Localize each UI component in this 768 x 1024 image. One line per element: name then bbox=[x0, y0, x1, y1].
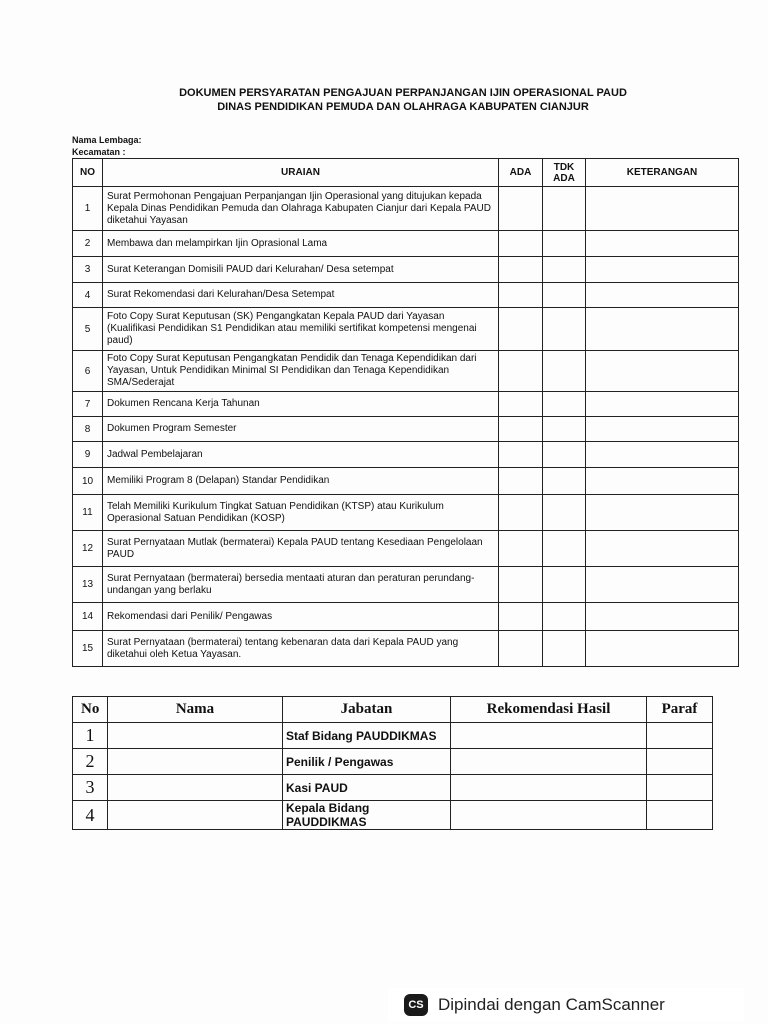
signature-row bbox=[73, 775, 713, 801]
tdk-ada-cell bbox=[543, 468, 586, 495]
table-row bbox=[73, 257, 739, 283]
table-row bbox=[73, 283, 739, 308]
ada-cell bbox=[499, 631, 543, 667]
ada-cell bbox=[499, 567, 543, 603]
institution-info bbox=[72, 134, 142, 158]
keterangan-cell bbox=[586, 531, 739, 567]
row-number: 12 bbox=[73, 531, 103, 567]
sign-row-number: 1 bbox=[73, 723, 108, 749]
tdk-ada-cell bbox=[543, 231, 586, 257]
signature-row bbox=[73, 749, 713, 775]
keterangan-cell bbox=[586, 468, 739, 495]
header-tdk-ada-line2: ADA bbox=[553, 172, 575, 184]
tdk-ada-cell bbox=[543, 392, 586, 417]
jabatan-cell: Staf Bidang PAUDDIKMAS bbox=[283, 723, 451, 749]
tdk-ada-cell bbox=[543, 351, 586, 392]
paraf-cell bbox=[647, 801, 713, 830]
keterangan-cell bbox=[586, 187, 739, 231]
tdk-ada-cell bbox=[543, 567, 586, 603]
row-description: Memiliki Program 8 (Delapan) Standar Pendidikan bbox=[103, 468, 499, 495]
tdk-ada-cell bbox=[543, 442, 586, 468]
keterangan-cell bbox=[586, 231, 739, 257]
table-row bbox=[73, 531, 739, 567]
ada-cell bbox=[499, 283, 543, 308]
row-number: 3 bbox=[73, 257, 103, 283]
document-title-block bbox=[100, 86, 706, 114]
sign-header-rekomendasi: Rekomendasi Hasil bbox=[451, 697, 647, 723]
kecamatan-label: Kecamatan : bbox=[72, 147, 126, 157]
row-description: Surat Pernyataan Mutlak (bermaterai) Kepala PAUD tentang Kesediaan Pengelolaan PAUD bbox=[103, 531, 499, 567]
keterangan-cell bbox=[586, 283, 739, 308]
tdk-ada-cell bbox=[543, 187, 586, 231]
row-description: Surat Permohonan Pengajuan Perpanjangan Ijin Operasional yang ditujukan kepada Kepala Dinas Pendidikan Pemuda dan Olahraga Kabupaten Cianjur dari Kepala PAUD diketahui Yayasan bbox=[103, 187, 499, 231]
keterangan-cell bbox=[586, 567, 739, 603]
nama-cell bbox=[108, 775, 283, 801]
row-number: 15 bbox=[73, 631, 103, 667]
keterangan-cell bbox=[586, 392, 739, 417]
row-description: Dokumen Rencana Kerja Tahunan bbox=[103, 392, 499, 417]
ada-cell bbox=[499, 603, 543, 631]
nama-cell bbox=[108, 723, 283, 749]
sign-header-no: No bbox=[73, 697, 108, 723]
row-number: 8 bbox=[73, 417, 103, 442]
tdk-ada-cell bbox=[543, 308, 586, 351]
row-number: 1 bbox=[73, 187, 103, 231]
tdk-ada-cell bbox=[543, 603, 586, 631]
header-tdk-ada bbox=[543, 159, 586, 187]
row-number: 13 bbox=[73, 567, 103, 603]
sign-header-paraf: Paraf bbox=[647, 697, 713, 723]
signature-header-row bbox=[73, 697, 713, 723]
sign-header-nama: Nama bbox=[108, 697, 283, 723]
paraf-cell bbox=[647, 775, 713, 801]
document-title-line2: DINAS PENDIDIKAN PEMUDA DAN OLAHRAGA KABUPATEN CIANJUR bbox=[217, 101, 589, 113]
header-keterangan: KETERANGAN bbox=[586, 159, 739, 187]
ada-cell bbox=[499, 531, 543, 567]
tdk-ada-cell bbox=[543, 495, 586, 531]
row-number: 9 bbox=[73, 442, 103, 468]
tdk-ada-cell bbox=[543, 257, 586, 283]
keterangan-cell bbox=[586, 631, 739, 667]
jabatan-cell: Kasi PAUD bbox=[283, 775, 451, 801]
ada-cell bbox=[499, 417, 543, 442]
camscanner-logo-icon: CS bbox=[404, 994, 428, 1016]
ada-cell bbox=[499, 187, 543, 231]
rekomendasi-cell bbox=[451, 723, 647, 749]
paraf-cell bbox=[647, 723, 713, 749]
camscanner-watermark-text: Dipindai dengan CamScanner bbox=[438, 995, 665, 1014]
ada-cell bbox=[499, 495, 543, 531]
table-row bbox=[73, 187, 739, 231]
rekomendasi-cell bbox=[451, 775, 647, 801]
row-number: 6 bbox=[73, 351, 103, 392]
sign-header-jabatan: Jabatan bbox=[283, 697, 451, 723]
row-description: Rekomendasi dari Penilik/ Pengawas bbox=[103, 603, 499, 631]
ada-cell bbox=[499, 442, 543, 468]
ada-cell bbox=[499, 468, 543, 495]
document-title-line1: DOKUMEN PERSYARATAN PENGAJUAN PERPANJANGAN IJIN OPERASIONAL PAUD bbox=[179, 87, 627, 99]
tdk-ada-cell bbox=[543, 631, 586, 667]
signature-table bbox=[72, 696, 713, 830]
camscanner-watermark bbox=[388, 988, 744, 1022]
table-row bbox=[73, 603, 739, 631]
jabatan-cell: Penilik / Pengawas bbox=[283, 749, 451, 775]
keterangan-cell bbox=[586, 495, 739, 531]
nama-lembaga-label: Nama Lembaga: bbox=[72, 135, 142, 145]
row-description: Surat Pernyataan (bermaterai) tentang kebenaran data dari Kepala PAUD yang diketahui oleh Ketua Yayasan. bbox=[103, 631, 499, 667]
table-row bbox=[73, 442, 739, 468]
ada-cell bbox=[499, 351, 543, 392]
table-row bbox=[73, 567, 739, 603]
signature-row bbox=[73, 723, 713, 749]
row-description: Jadwal Pembelajaran bbox=[103, 442, 499, 468]
ada-cell bbox=[499, 308, 543, 351]
table-row bbox=[73, 308, 739, 351]
tdk-ada-cell bbox=[543, 417, 586, 442]
row-description: Dokumen Program Semester bbox=[103, 417, 499, 442]
table-row bbox=[73, 231, 739, 257]
row-description: Telah Memiliki Kurikulum Tingkat Satuan Pendidikan (KTSP) atau Kurikulum Operasional Satuan Pendidikan (KOSP) bbox=[103, 495, 499, 531]
requirements-header-row bbox=[73, 159, 739, 187]
ada-cell bbox=[499, 392, 543, 417]
row-description: Foto Copy Surat Keputusan (SK) Pengangkatan Kepala PAUD dari Yayasan (Kualifikasi Pendidikan S1 Pendidikan atau memiliki sertifikat kompetensi mengenai paud) bbox=[103, 308, 499, 351]
ada-cell bbox=[499, 231, 543, 257]
row-number: 2 bbox=[73, 231, 103, 257]
row-description: Foto Copy Surat Keputusan Pengangkatan Pendidik dan Tenaga Kependidikan dari Yayasan, Untuk Pendidikan Minimal SI Pendidikan dan Tenaga Kependidikan SMA/Sederajat bbox=[103, 351, 499, 392]
row-number: 5 bbox=[73, 308, 103, 351]
table-row bbox=[73, 417, 739, 442]
rekomendasi-cell bbox=[451, 801, 647, 830]
header-tdk-ada-line1: TDK bbox=[553, 161, 575, 173]
jabatan-cell: Kepala Bidang PAUDDIKMAS bbox=[283, 801, 451, 830]
row-description: Surat Rekomendasi dari Kelurahan/Desa Setempat bbox=[103, 283, 499, 308]
row-number: 10 bbox=[73, 468, 103, 495]
row-description: Surat Keterangan Domisili PAUD dari Kelurahan/ Desa setempat bbox=[103, 257, 499, 283]
tdk-ada-cell bbox=[543, 283, 586, 308]
ada-cell bbox=[499, 257, 543, 283]
table-row bbox=[73, 468, 739, 495]
nama-cell bbox=[108, 801, 283, 830]
header-ada: ADA bbox=[499, 159, 543, 187]
sign-row-number: 2 bbox=[73, 749, 108, 775]
row-description: Surat Pernyataan (bermaterai) bersedia mentaati aturan dan peraturan perundang-undangan yang berlaku bbox=[103, 567, 499, 603]
keterangan-cell bbox=[586, 417, 739, 442]
tdk-ada-cell bbox=[543, 531, 586, 567]
keterangan-cell bbox=[586, 442, 739, 468]
table-row bbox=[73, 631, 739, 667]
keterangan-cell bbox=[586, 308, 739, 351]
paraf-cell bbox=[647, 749, 713, 775]
row-number: 11 bbox=[73, 495, 103, 531]
header-uraian: URAIAN bbox=[103, 159, 499, 187]
row-number: 14 bbox=[73, 603, 103, 631]
signature-row bbox=[73, 801, 713, 830]
nama-cell bbox=[108, 749, 283, 775]
table-row bbox=[73, 351, 739, 392]
header-no: NO bbox=[73, 159, 103, 187]
table-row bbox=[73, 495, 739, 531]
row-number: 4 bbox=[73, 283, 103, 308]
keterangan-cell bbox=[586, 603, 739, 631]
row-description: Membawa dan melampirkan Ijin Oprasional Lama bbox=[103, 231, 499, 257]
table-row bbox=[73, 392, 739, 417]
requirements-table bbox=[72, 158, 739, 667]
row-number: 7 bbox=[73, 392, 103, 417]
sign-row-number: 3 bbox=[73, 775, 108, 801]
keterangan-cell bbox=[586, 351, 739, 392]
keterangan-cell bbox=[586, 257, 739, 283]
sign-row-number: 4 bbox=[73, 801, 108, 830]
rekomendasi-cell bbox=[451, 749, 647, 775]
